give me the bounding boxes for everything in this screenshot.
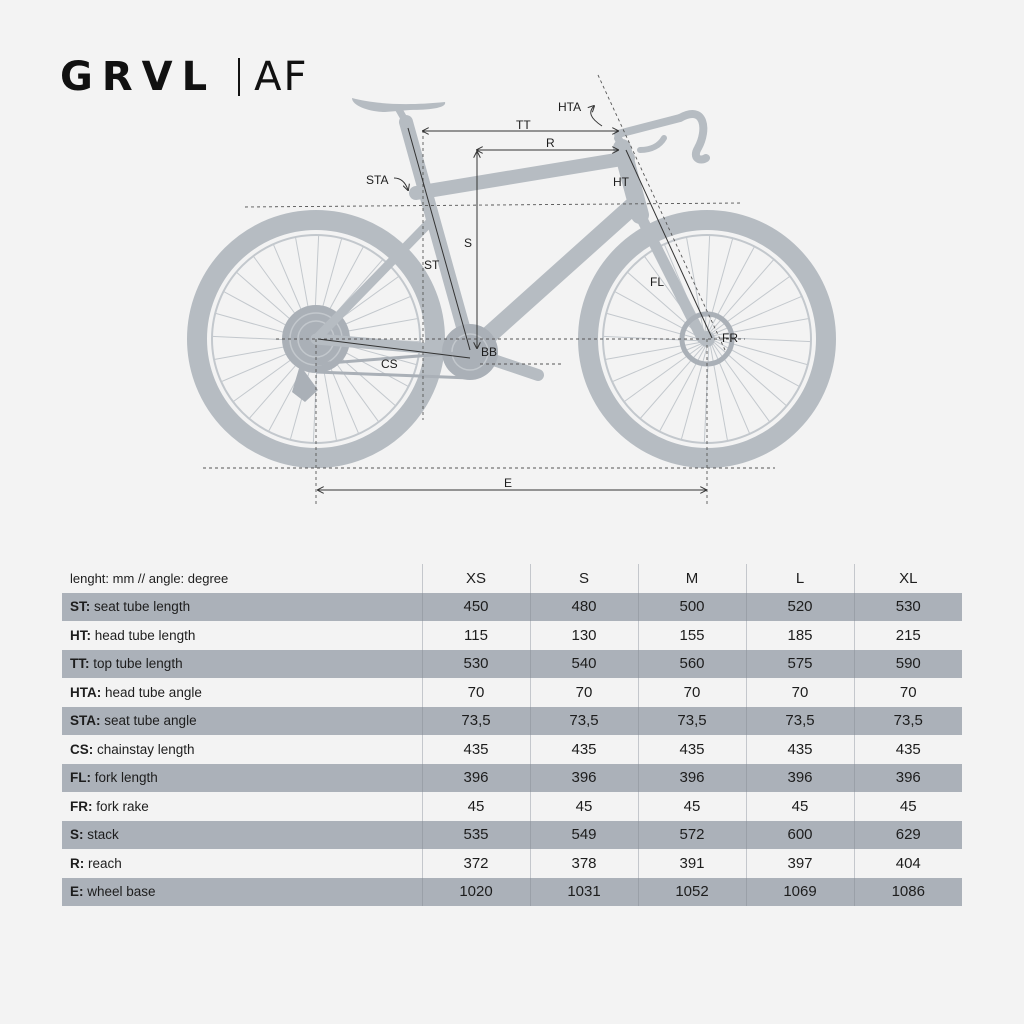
label-fr: FR	[722, 331, 738, 345]
cell-value: 435	[638, 735, 746, 764]
row-label	[62, 821, 422, 850]
size-header: M	[638, 564, 746, 593]
size-header: L	[746, 564, 854, 593]
row-desc: seat tube length	[90, 599, 191, 615]
cell-value: 530	[854, 593, 962, 622]
cell-value: 45	[746, 792, 854, 821]
label-r: R	[546, 136, 555, 150]
cell-value: 73,5	[638, 707, 746, 736]
size-header: XL	[854, 564, 962, 593]
cell-value: 396	[422, 764, 530, 793]
table-row	[62, 707, 962, 736]
row-desc: head tube length	[91, 627, 196, 643]
cell-value: 396	[638, 764, 746, 793]
cell-value: 70	[422, 678, 530, 707]
cell-value: 391	[638, 849, 746, 878]
cell-value: 185	[746, 621, 854, 650]
cell-value: 435	[854, 735, 962, 764]
row-key: FL:	[70, 770, 91, 786]
cell-value: 404	[854, 849, 962, 878]
table-row	[62, 735, 962, 764]
brand-name: GRVL	[60, 54, 217, 100]
row-desc: wheel base	[83, 884, 156, 900]
cell-value: 372	[422, 849, 530, 878]
cell-value: 45	[530, 792, 638, 821]
row-desc: fork length	[91, 770, 158, 786]
row-key: TT:	[70, 656, 90, 672]
cell-value: 73,5	[530, 707, 638, 736]
cell-value: 70	[638, 678, 746, 707]
cell-value: 560	[638, 650, 746, 679]
label-cs: CS	[381, 357, 398, 371]
row-label	[62, 792, 422, 821]
label-tt: TT	[516, 118, 531, 132]
label-st: ST	[424, 258, 440, 272]
size-header: XS	[422, 564, 530, 593]
table-row	[62, 650, 962, 679]
label-e: E	[504, 476, 513, 490]
saddle	[352, 98, 445, 112]
cell-value: 520	[746, 593, 854, 622]
cell-value: 70	[746, 678, 854, 707]
row-desc: head tube angle	[101, 684, 202, 700]
cell-value: 572	[638, 821, 746, 850]
cell-value: 396	[746, 764, 854, 793]
model-name: AF	[254, 54, 309, 100]
cell-value: 70	[530, 678, 638, 707]
cell-value: 435	[422, 735, 530, 764]
label-sta: STA	[366, 173, 389, 187]
cell-value: 1086	[854, 878, 962, 907]
row-key: HT:	[70, 627, 91, 643]
cell-value: 45	[638, 792, 746, 821]
size-header: S	[530, 564, 638, 593]
cell-value: 45	[854, 792, 962, 821]
cell-value: 70	[854, 678, 962, 707]
cell-value: 378	[530, 849, 638, 878]
cell-value: 530	[422, 650, 530, 679]
table-row	[62, 792, 962, 821]
cell-value: 397	[746, 849, 854, 878]
table-row	[62, 849, 962, 878]
cell-value: 130	[530, 621, 638, 650]
row-label	[62, 735, 422, 764]
spoke	[612, 344, 701, 382]
cell-value: 73,5	[422, 707, 530, 736]
row-key: CS:	[70, 741, 94, 757]
row-desc: chainstay length	[93, 741, 195, 757]
cell-value: 590	[854, 650, 962, 679]
label-ht: HT	[613, 175, 629, 189]
row-desc: reach	[84, 855, 122, 871]
row-key: ST:	[70, 599, 91, 615]
row-key: STA:	[70, 713, 101, 729]
row-key: FR:	[70, 798, 93, 814]
cell-value: 480	[530, 593, 638, 622]
table-row	[62, 878, 962, 907]
table-row	[62, 593, 962, 622]
cell-value: 575	[746, 650, 854, 679]
label-s: S	[464, 236, 473, 250]
cell-value: 535	[422, 821, 530, 850]
row-label	[62, 650, 422, 679]
cell-value: 215	[854, 621, 962, 650]
cell-value: 45	[422, 792, 530, 821]
row-key: R:	[70, 855, 85, 871]
spoke	[712, 345, 750, 434]
label-fl: FL	[650, 275, 665, 289]
cell-value: 1031	[530, 878, 638, 907]
cell-value: 1069	[746, 878, 854, 907]
table-row	[62, 678, 962, 707]
cell-value: 155	[638, 621, 746, 650]
row-label	[62, 707, 422, 736]
cell-value: 500	[638, 593, 746, 622]
table-row	[62, 821, 962, 850]
cell-value: 396	[530, 764, 638, 793]
row-label	[62, 878, 422, 907]
table-row	[62, 764, 962, 793]
label-bb: BB	[481, 345, 498, 359]
label-hta: HTA	[558, 100, 582, 114]
row-key: HTA:	[70, 684, 102, 700]
row-desc: top tube length	[89, 656, 183, 672]
cell-value: 1052	[638, 878, 746, 907]
row-label	[62, 849, 422, 878]
cell-value: 540	[530, 650, 638, 679]
table-header-row	[62, 564, 962, 593]
cell-value: 73,5	[746, 707, 854, 736]
row-label	[62, 678, 422, 707]
spoke	[705, 235, 709, 331]
row-key: E:	[70, 884, 84, 900]
cell-value: 115	[422, 621, 530, 650]
cell-value: 73,5	[854, 707, 962, 736]
cell-value: 435	[530, 735, 638, 764]
row-key: S:	[70, 827, 84, 843]
cell-value: 396	[854, 764, 962, 793]
row-label	[62, 593, 422, 622]
units-header: lenght: mm // angle: degree	[70, 570, 229, 586]
cell-value: 549	[530, 821, 638, 850]
table-row	[62, 621, 962, 650]
cell-value: 435	[746, 735, 854, 764]
geometry-table	[62, 564, 962, 906]
cell-value: 629	[854, 821, 962, 850]
cell-value: 1020	[422, 878, 530, 907]
row-label	[62, 621, 422, 650]
row-desc: seat tube angle	[100, 713, 197, 729]
spoke	[713, 296, 802, 334]
row-desc: stack	[83, 827, 119, 843]
row-label	[62, 764, 422, 793]
row-desc: fork rake	[92, 798, 149, 814]
cell-value: 600	[746, 821, 854, 850]
cell-value: 450	[422, 593, 530, 622]
